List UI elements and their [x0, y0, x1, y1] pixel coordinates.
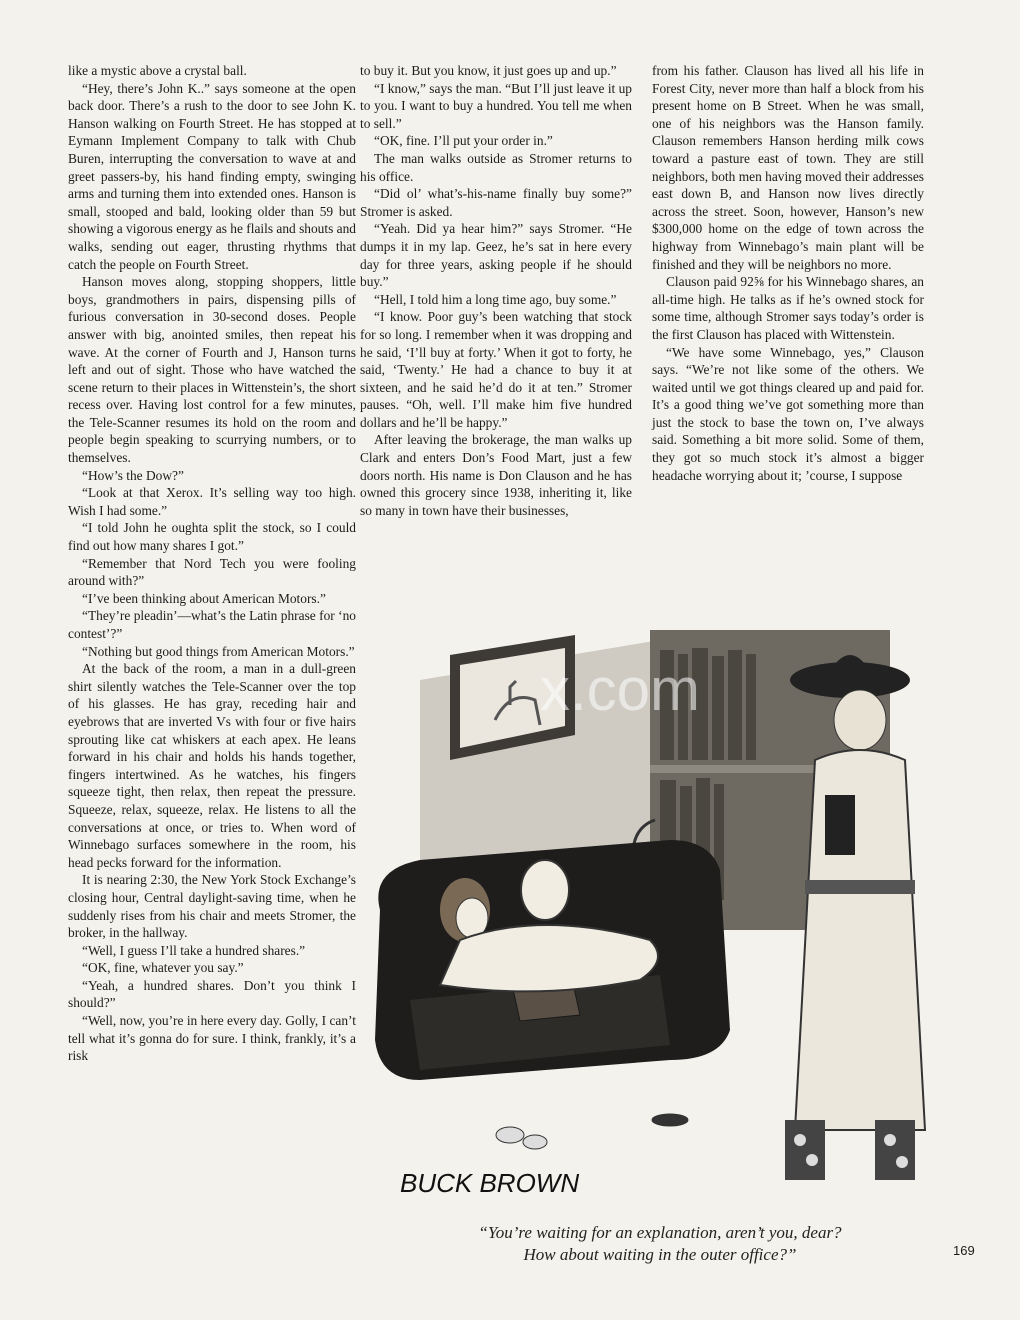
paragraph: “Hey, there’s John K..” says someone at the open back door. There’s a rush to the door to see John K. Hanson walking on Fourth Street. He has stopped at Eymann Implement Company to talk with Chub Buren, interrupting the conversation to wave at and greet passers-by, his hand finding empty, swinging arms and turning them into extended ones. Hanson is small, stooped and bald, looking older than 59 but showing a vigorous energy as he flails and shouts and walks, sending out eager, thrusting rhythms that catch the people on Fourth Street. — [68, 80, 356, 272]
paragraph: “OK, fine, whatever you say.” — [82, 960, 244, 976]
paragraph: “I know. Poor guy’s been watching that stock for so long. I remember when it was dropping and he said, ‘I’ll buy at forty.’ When it got to forty, he said, ‘Twenty.’ He had a chance to buy it at sixteen, and he said he’d do it at ten.” Stromer pauses. “Oh, well. I’ll make him five hundred dollars and he’ll be happy.” — [360, 309, 632, 430]
caption-line: “You’re waiting for an explanation, aren’t you, dear? — [478, 1223, 842, 1242]
paragraph: The man walks outside as Stromer returns to his office. — [360, 150, 632, 184]
paragraph: “I’ve been thinking about American Motors.” — [82, 590, 326, 606]
caption-line: How about waiting in the outer office?” — [523, 1245, 797, 1264]
cartoon-illustration — [360, 610, 950, 1210]
paragraph: “Yeah, a hundred shares. Don’t you think I should?” — [68, 977, 356, 1011]
paragraph: “OK, fine. I’ll put your order in.” — [374, 133, 553, 149]
paragraph: “We have some Winnebago, yes,” Clauson says. “We’re not like some of the others. We waited until we got things cleared up and paid for. It’s a good thing we’ve got something more than just the stock to base the town on, I’ve always said. Something a bit more solid. Some of them, they got so much stock it’s almost a bigger headache worrying about it; ’course, I suppose — [652, 344, 924, 483]
article-column-2 — [360, 62, 632, 519]
paragraph: “Did ol’ what’s-his-name finally buy some?” Stromer is asked. — [360, 186, 632, 219]
paragraph: “I told John he oughta split the stock, so I could find out how many shares I got.” — [68, 520, 356, 554]
article-column-1 — [68, 62, 356, 1065]
paragraph: At the back of the room, a man in a dull-green shirt silently watches the Tele-Scanner over the top of his glasses. He has gray, receding hair and eyebrows that are inverted Vs with four or five hairs sprouting like cat whiskers at each apex. He leans forward in his chair and holds his hands together, fingers intertwined. As he watches, his fingers squeeze tight, then relax, then repeat the pressure. Squeeze, relax, squeeze, relax. He listens to all the conversations at once, or tries to. When word of Winnebago surfaces somewhere in the room, his head pecks forward for the information. — [68, 661, 356, 870]
paragraph: “Look at that Xerox. It’s selling way too high. Wish I had some.” — [68, 485, 356, 518]
page-number: 169 — [953, 1243, 975, 1258]
paragraph: “Yeah. Did ya hear him?” says Stromer. “He dumps it in my lap. Geez, he’s sat in here every day for three years, asking people if he should buy.” — [360, 221, 632, 290]
paragraph: from his father. Clauson has lived all his life in Forest City, never more than half a block from his present home on B Street. When he was small, one of his neighbors was the Hanson family. Clauson remembers Hanson herding milk cows toward a pasture east of town. They are still neighbors, both men having moved their addresses east down B, and Hanson now lives directly across the street. Soon, however, Hanson’s new $300,000 home on the edge of town across the highway from Winnebago’s main plant will be finished and they will be neighbors no more. — [652, 63, 924, 272]
paragraph: “How’s the Dow?” — [82, 467, 184, 483]
paragraph: Clauson paid 92⅝ for his Winnebago shares, an all-time high. He talks as if he’s owned stock for some time, although Stromer says today’s order is the first Clauson has placed with Wittenstein. — [652, 274, 924, 342]
paragraph: It is nearing 2:30, the New York Stock Exchange’s closing hour, Central daylight-saving time, when he suddenly rises from his chair and meets Stromer, the broker, in the hallway. — [68, 872, 356, 941]
paragraph: to buy it. But you know, it just goes up and up.” — [360, 63, 617, 78]
paragraph: Hanson moves along, stopping shoppers, little boys, grandmothers in pairs, dispensing pills of furious conversation in 30-second doses. People answer with big, anointed smiles, then repeat his wave. At the corner of Fourth and J, Hanson turns left and out of sight. Those who have watched the scene return to their places in Wittenstein’s, the short recess over. Having lost control for a few minutes, the Tele-Scanner resumes its hold on the room and people begin speaking to scurrying numbers, or to themselves. — [68, 274, 356, 466]
paragraph: “They’re pleadin’—what’s the Latin phrase for ‘no contest’?” — [68, 608, 356, 641]
article-column-3 — [652, 62, 924, 484]
paragraph: “Nothing but good things from American Motors.” — [82, 643, 355, 659]
watermark-text: x.com — [540, 656, 701, 723]
paragraph: “Remember that Nord Tech you were fooling around with?” — [68, 555, 356, 589]
paragraph: like a mystic above a crystal ball. — [68, 63, 247, 78]
artist-signature: BUCK BROWN — [400, 1168, 580, 1198]
paragraph: “Hell, I told him a long time ago, buy some.” — [374, 291, 617, 307]
paragraph: “Well, now, you’re in here every day. Golly, I can’t tell what it’s gonna do for sure. I think, frankly, it’s a risk — [68, 1013, 356, 1064]
paragraph: “I know,” says the man. “But I’ll just leave it up to you. I want to buy a hundred. You tell me when to sell.” — [360, 80, 632, 131]
cartoon-caption — [370, 1222, 950, 1266]
paragraph: After leaving the brokerage, the man walks up Clark and enters Don’s Food Mart, just a few doors north. His name is Don Clauson and he has owned this grocery since 1938, inheriting it, like so many in town have their businesses, — [360, 432, 632, 518]
paragraph: “Well, I guess I’ll take a hundred shares.” — [82, 942, 306, 958]
